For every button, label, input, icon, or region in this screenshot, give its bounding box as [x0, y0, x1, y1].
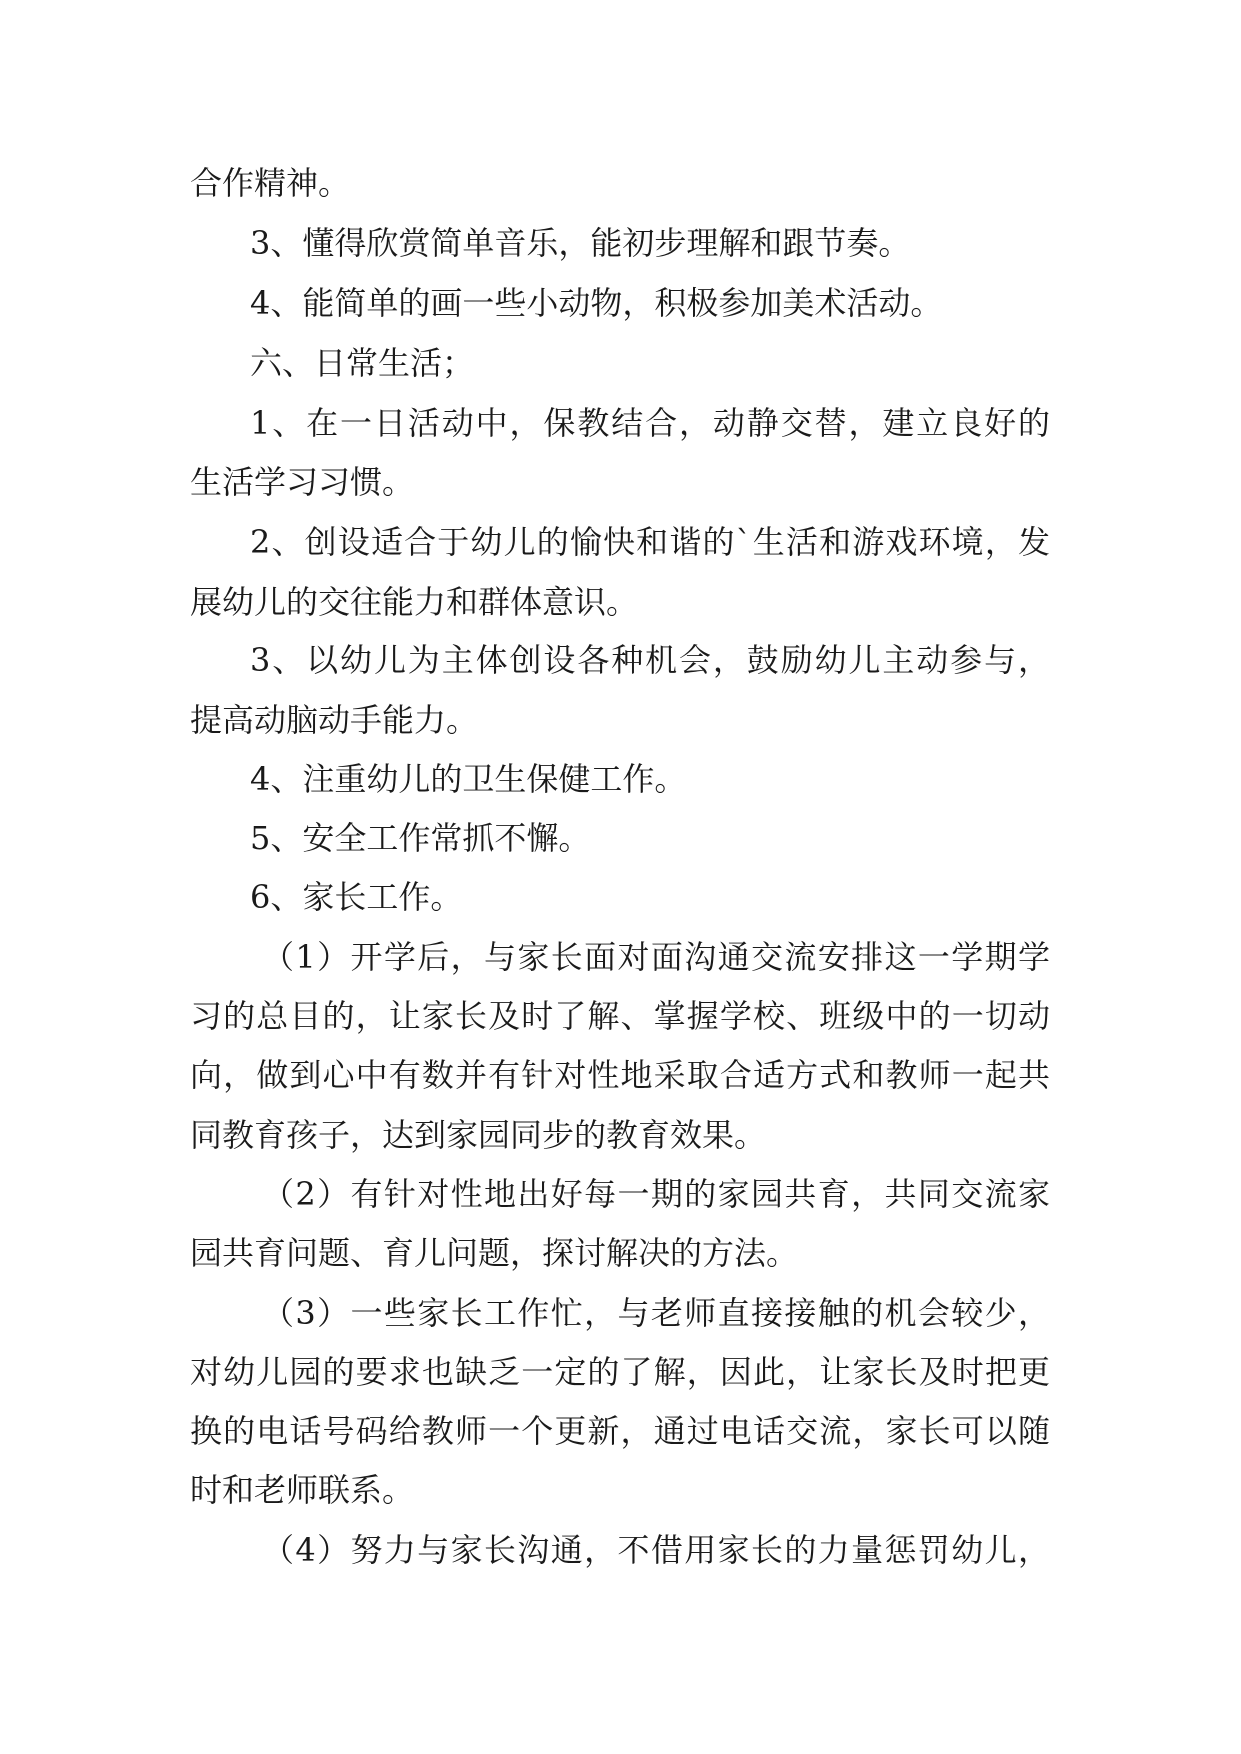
sub-item-1-line-2: 习的总目的，让家长及时了解、掌握学校、班级中的一切动	[190, 997, 1050, 1035]
text-line: 合作精神。	[190, 164, 351, 202]
list-item-5: 5、安全工作常抓不懈。	[250, 819, 591, 857]
list-item-3-line-2: 提高动脑动手能力。	[190, 701, 479, 739]
sub-item-1-line-1: （1）开学后，与家长面对面沟通交流安排这一学期学	[262, 938, 1050, 976]
section-heading-daily-life: 六、日常生活；	[250, 344, 475, 382]
sub-item-3-line-2: 对幼儿园的要求也缺乏一定的了解，因此，让家长及时把更	[190, 1353, 1050, 1391]
list-item-3-line-1: 3、以幼儿为主体创设各种机会，鼓励幼儿主动参与，	[250, 641, 1050, 679]
list-item-2-line-1: 2、创设适合于幼儿的愉快和谐的`生活和游戏环境，发	[250, 523, 1050, 561]
sub-item-3-line-3: 换的电话号码给教师一个更新，通过电话交流，家长可以随	[190, 1412, 1050, 1450]
list-item-music: 3、懂得欣赏简单音乐，能初步理解和跟节奏。	[250, 224, 911, 262]
list-item-1-line-2: 生活学习习惯。	[190, 463, 415, 501]
list-item-art: 4、能简单的画一些小动物，积极参加美术活动。	[250, 284, 943, 322]
list-item-2-line-2: 展幼儿的交往能力和群体意识。	[190, 583, 639, 621]
sub-item-3-line-4: 时和老师联系。	[190, 1471, 415, 1509]
list-item-1-line-1: 1、在一日活动中，保教结合，动静交替，建立良好的	[250, 404, 1050, 442]
sub-item-4-line-1: （4）努力与家长沟通，不借用家长的力量惩罚幼儿，	[262, 1531, 1050, 1569]
sub-item-2-line-1: （2）有针对性地出好每一期的家园共育，共同交流家	[262, 1175, 1050, 1213]
list-item-6: 6、家长工作。	[250, 878, 463, 916]
list-item-4: 4、注重幼儿的卫生保健工作。	[250, 760, 687, 798]
sub-item-1-line-4: 同教育孩子，达到家园同步的教育效果。	[190, 1116, 767, 1154]
sub-item-3-line-1: （3）一些家长工作忙，与老师直接接触的机会较少，	[262, 1294, 1050, 1332]
sub-item-2-line-2: 园共育问题、育儿问题，探讨解决的方法。	[190, 1234, 799, 1272]
sub-item-1-line-3: 向，做到心中有数并有针对性地采取合适方式和教师一起共	[190, 1056, 1050, 1094]
